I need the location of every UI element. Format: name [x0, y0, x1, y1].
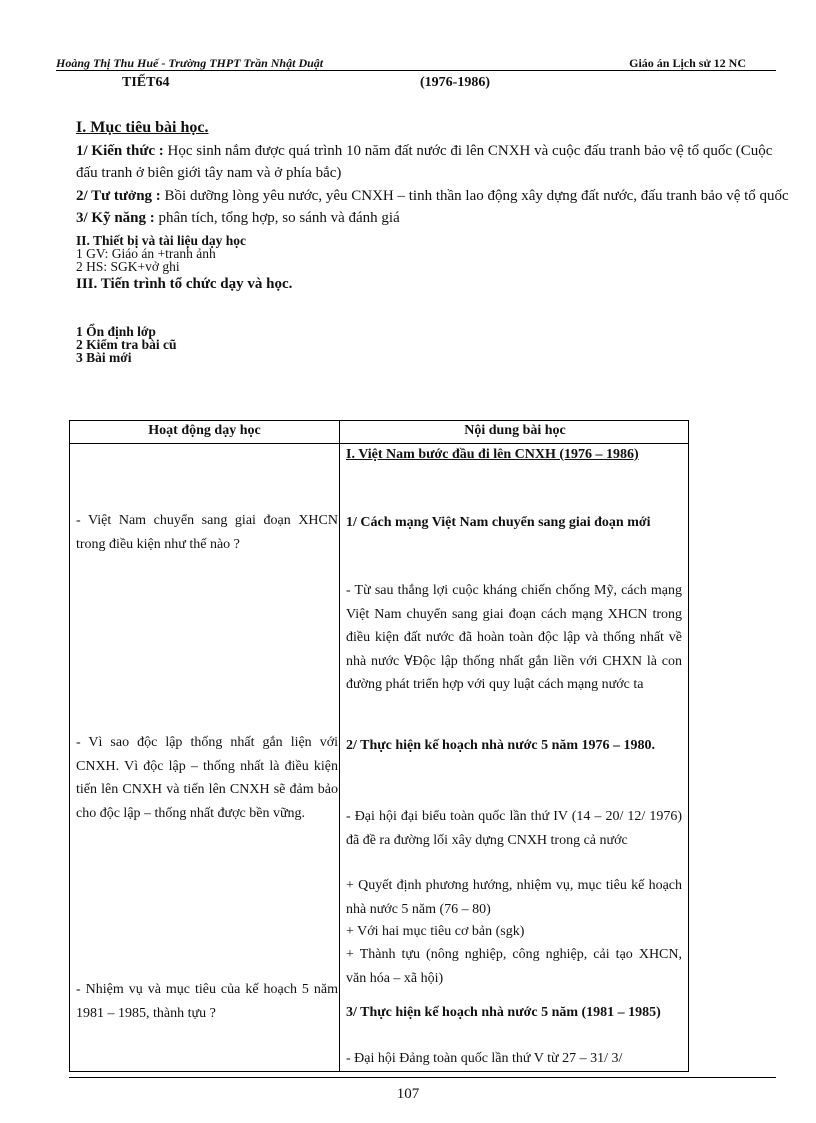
table-header-content: Nội dung bài học — [464, 423, 566, 438]
equipment-title: II. Thiết bị và tài liệu dạy học — [76, 232, 247, 248]
thought-label: 2/ Tư tưởng : — [76, 187, 161, 204]
process-step3: 3 Bài mới — [76, 350, 132, 365]
content-1-heading: 1/ Cách mạng Việt Nam chuyển sang giai đoạn mới — [346, 515, 651, 530]
process-step1: 1 Ổn định lớp — [76, 324, 156, 339]
thought-paragraph — [76, 185, 796, 208]
header-right: Giáo án Lịch sử 12 NC — [629, 56, 746, 70]
content-2-bullet-2: + Quyết định phương hướng, nhiệm vụ, mục tiêu kế hoạch nhà nước 5 năm (76 – 80) — [346, 878, 682, 917]
table-section-title: I. Việt Nam bước đầu đi lên CNXH (1976 – 1986) — [346, 447, 639, 462]
content-1-body: - Từ sau thắng lợi cuộc kháng chiến chống Mỹ, cách mạng Việt Nam chuyển sang giai đoạn cách mạng XHCN trong điều kiện đất nước đã hoàn toàn độc lập và thống nhất về nhà nước ∀Độc lập thống nhất gắn liền với CHXN là con đường phát triển hợp với quy luật cách mạng nước ta — [346, 583, 682, 692]
question-3: - Nhiệm vụ và mục tiêu của kế hoạch 5 năm 1981 – 1985, thành tựu ? — [76, 982, 338, 1021]
question-1: - Việt Nam chuyển sang giai đoạn XHCN trong điều kiện như thế nào ? — [76, 513, 338, 552]
lesson-label: TIẾT64 — [122, 75, 170, 90]
content-3-heading: 3/ Thực hiện kế hoạch nhà nước 5 năm (1981 – 1985) — [346, 1005, 661, 1020]
page-number: 107 — [396, 1086, 420, 1102]
thought-text: Bồi dưỡng lòng yêu nước, yêu CNXH – tinh thần lao động xây dựng đất nước, đấu tranh bảo vệ tổ quốc — [160, 187, 789, 204]
footer-divider — [69, 1077, 776, 1078]
process-title: III. Tiến trình tổ chức dạy và học. — [76, 275, 293, 292]
lesson-table — [69, 420, 689, 1072]
objectives-title: I. Mục tiêu bài học. — [76, 119, 209, 136]
header-divider — [56, 70, 776, 71]
skill-text: phân tích, tổng hợp, so sánh và đánh giá — [154, 210, 400, 226]
table-header-activities: Hoạt động dạy học — [148, 423, 261, 438]
knowledge-paragraph — [76, 140, 796, 185]
content-2-bullet-1: - Đại hội đại biểu toàn quốc lần thứ IV (14 – 20/ 12/ 1976) đã đề ra đường lối xây dựng CNXH trong cả nước — [346, 809, 682, 848]
content-3-bullet-1: - Đại hội Đảng toàn quốc lần thứ V từ 27 – 31/ 3/ — [346, 1051, 623, 1066]
content-2-heading: 2/ Thực hiện kế hoạch nhà nước 5 năm 1976 – 1980. — [346, 738, 656, 753]
skill-paragraph — [76, 207, 796, 230]
content-2-bullet-3: + Với hai mục tiêu cơ bản (sgk) — [346, 924, 525, 939]
question-2: - Vì sao độc lập thống nhất gắn liện với CNXH. Vì độc lập – thống nhất là điều kiện tiến lên CNXH và tiến lên CNXH sẽ đảm bảo cho độc lập – thống nhất được bền vững. — [76, 735, 338, 821]
header-left: Hoàng Thị Thu Huế - Trường THPT Trần Nhật Duật — [56, 56, 324, 70]
equipment-hs: 2 HS: SGK+vở ghi — [76, 258, 180, 274]
objectives-section — [76, 117, 796, 364]
equipment-gv: 1 GV: Giáo án +tranh ảnh — [76, 245, 216, 261]
knowledge-label: 1/ Kiến thức : — [76, 142, 164, 159]
skill-label: 3/ Kỹ năng : — [76, 210, 155, 226]
lesson-period: (1976-1986) — [420, 75, 490, 90]
knowledge-text: Học sinh nắm được quá trình 10 năm đất nước đi lên CNXH và cuộc đấu tranh bảo vệ tổ quốc (Cuộc đấu tranh ở biên giới tây nam và ở phía bắc) — [76, 142, 773, 181]
content-2-bullet-4: + Thành tựu (nông nghiệp, công nghiệp, cải tạo XHCN, văn hóa – xã hội) — [346, 947, 682, 986]
process-step2: 2 Kiểm tra bài cũ — [76, 337, 177, 352]
